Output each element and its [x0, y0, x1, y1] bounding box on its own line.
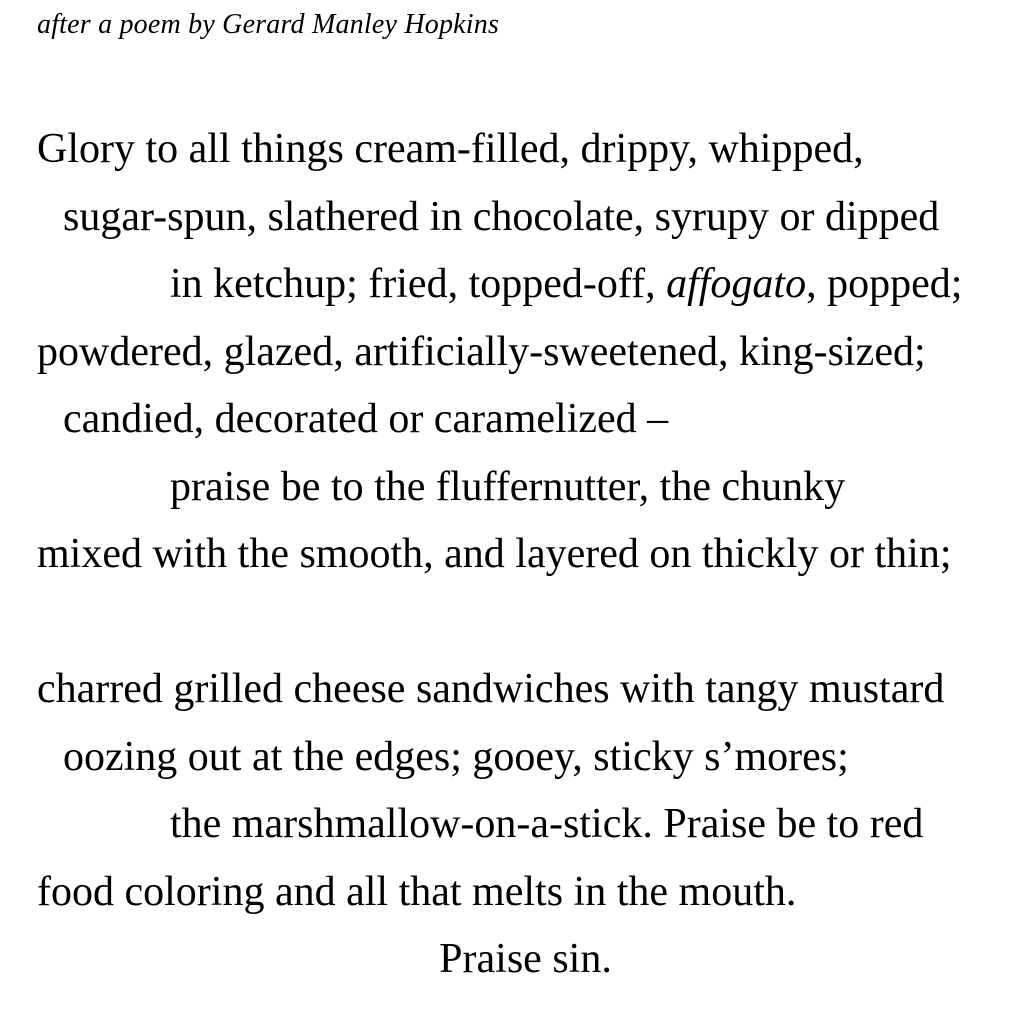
poem-line-12-text: Praise sin.: [439, 936, 612, 982]
poem-line-6-text: praise be to the fluffernutter, the chunky: [170, 463, 846, 510]
poem-line-1: [37, 116, 1014, 184]
poem-line-2-text: sugar-spun, slathered in chocolate, syrupy or dipped: [63, 193, 940, 240]
poem-line-1-text: Glory to all things cream-filled, drippy, whipped,: [37, 126, 864, 172]
poem-line-11-text: food coloring and all that melts in the mouth.: [37, 868, 797, 915]
poem-line-4-text: powdered, glazed, artificially-sweetened, king-sized;: [37, 328, 926, 375]
stanza-1: [37, 116, 1014, 589]
poem-line-5: [37, 386, 1014, 454]
poem-line-9-text: oozing out at the edges; gooey, sticky s’mores;: [63, 733, 849, 780]
epigraph: after a poem by Gerard Manley Hopkins: [37, 9, 500, 40]
poem-line-12: [37, 926, 1014, 994]
poem-line-3-text-pre: in ketchup; fried, topped-off,: [170, 261, 667, 307]
poem-line-10-text: the marshmallow-on-a-stick. Praise be to red: [170, 801, 924, 847]
poem: [0, 116, 1024, 994]
poem-line-9: [37, 724, 1014, 792]
poem-line-3: [37, 251, 1014, 319]
poem-line-7: [37, 521, 1014, 589]
poem-line-6: [37, 454, 1014, 522]
poem-line-5-text: candied, decorated or caramelized –: [63, 396, 669, 442]
poem-line-7-text: mixed with the smooth, and layered on thickly or thin;: [37, 531, 952, 577]
poem-line-10: [37, 791, 1014, 859]
poem-line-2: [37, 184, 1014, 252]
poem-line-3-italic-word: affogato: [666, 261, 807, 307]
poem-line-4: [37, 319, 1014, 387]
poem-line-3-text-post: , popped;: [806, 261, 963, 307]
poem-line-8: [37, 656, 1014, 724]
poem-line-11: [37, 859, 1014, 927]
poem-line-8-text: charred grilled cheese sandwiches with tangy mustard: [37, 666, 945, 712]
stanza-2: [37, 656, 1014, 994]
